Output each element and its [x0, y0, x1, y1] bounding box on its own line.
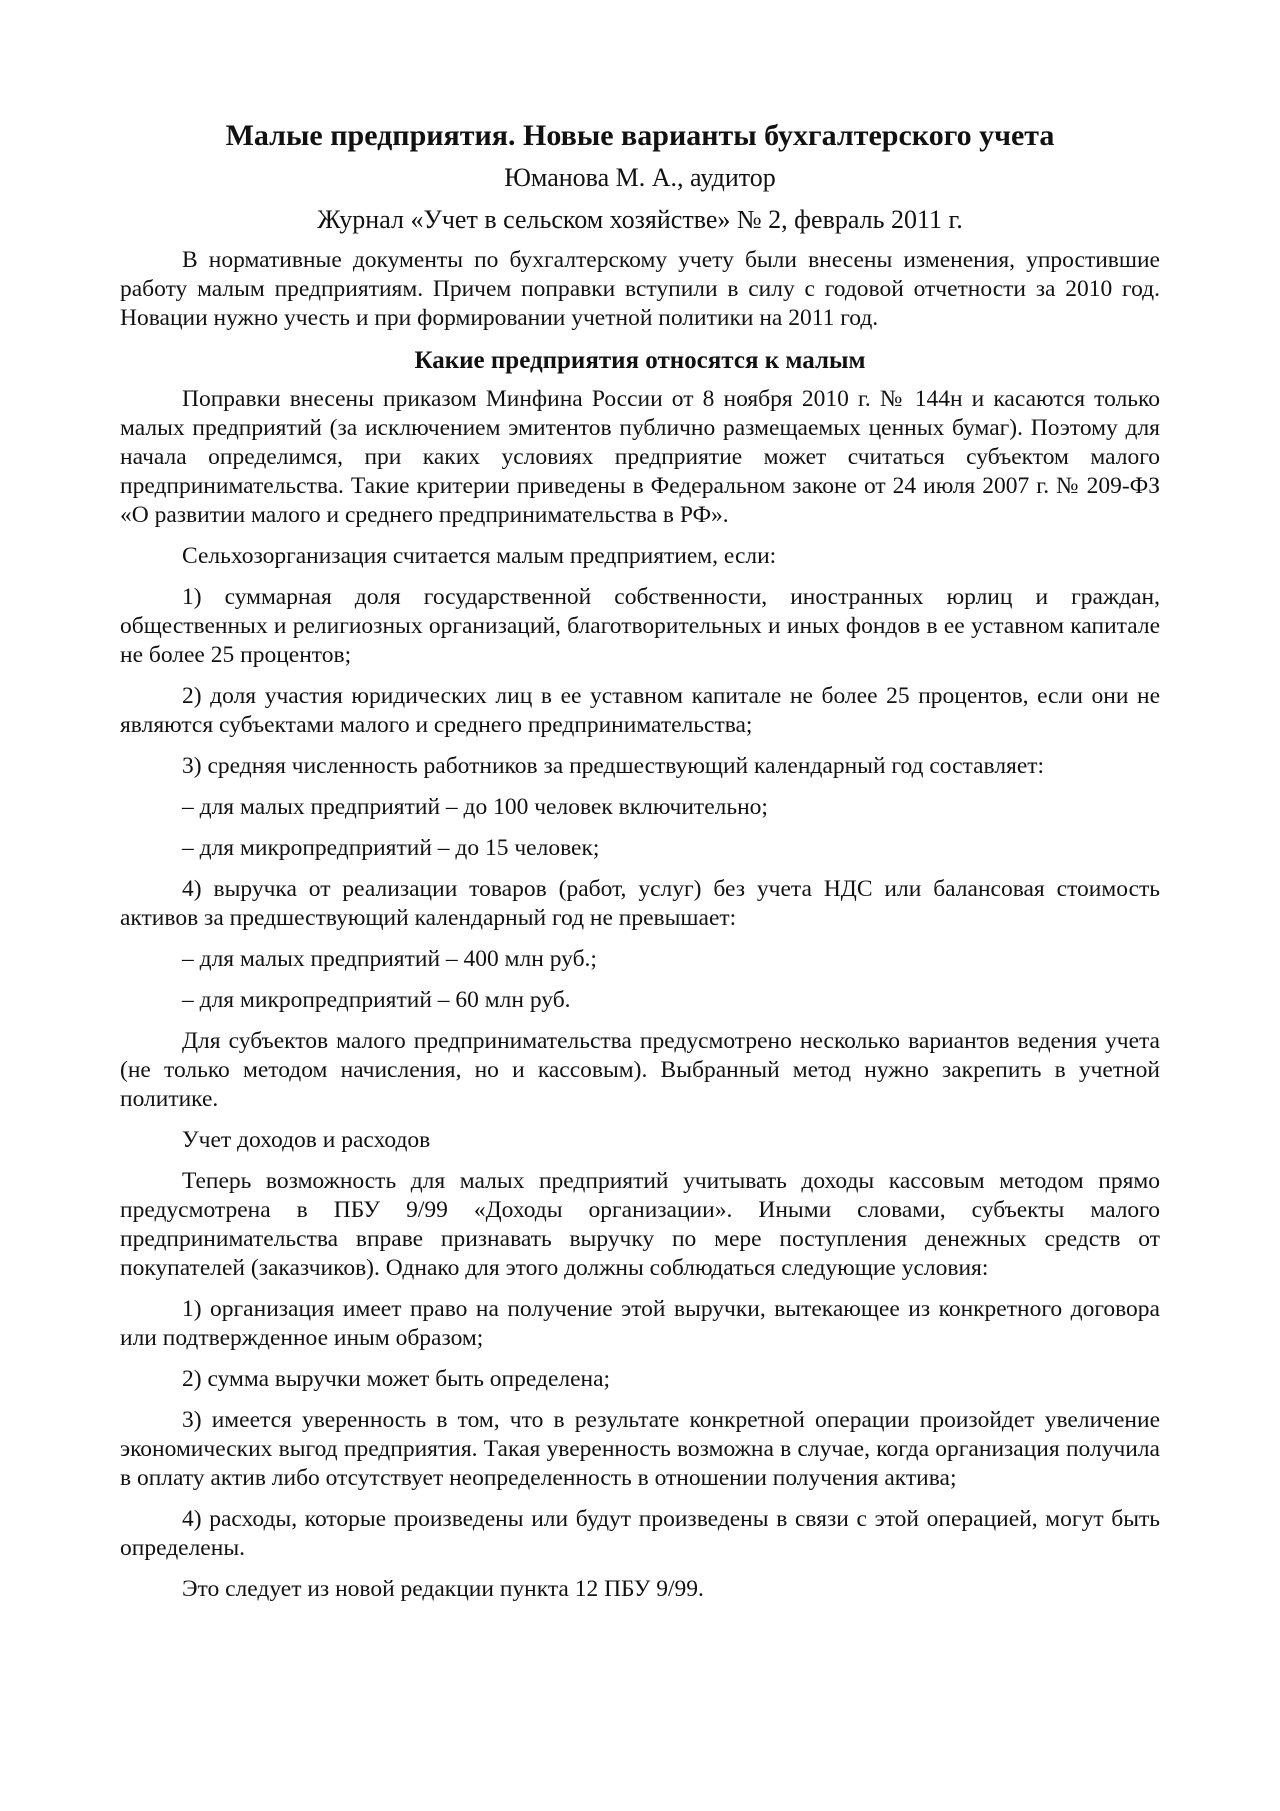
- paragraph: Теперь возможность для малых предприятий учитывать доходы кассовым методом прямо предусмотрена в ПБУ 9/99 «Доходы организации». Иными словами, субъекты малого предпринимательства вправе признавать выручку по мере поступления денежных средств от покупателей (заказчиков). Однако для этого должны соблюдаться следующие условия:: [120, 1168, 1160, 1281]
- list-item: 1) организация имеет право на получение этой выручки, вытекающее из конкретного договора или подтвержденное иным образом;: [120, 1296, 1160, 1351]
- list-item: 3) средняя численность работников за предшествующий календарный год составляет:: [182, 753, 1045, 779]
- paragraph: Это следует из новой редакции пункта 12 ПБУ 9/99.: [182, 1576, 704, 1602]
- subheading: Учет доходов и расходов: [182, 1127, 431, 1153]
- list-item: 4) выручка от реализации товаров (работ, услуг) без учета НДС или балансовая стоимость активов за предшествующий календарный год не превышает:: [120, 876, 1160, 931]
- list-subitem: – для малых предприятий – 400 млн руб.;: [182, 946, 597, 972]
- list-item: 2) доля участия юридических лиц в ее уставном капитале не более 25 процентов, если они не являются субъектами малого и среднего предпринимательства;: [120, 683, 1160, 738]
- paragraph: Поправки внесены приказом Минфина России от 8 ноября 2010 г. № 144н и касаются только малых предприятий (за исключением эмитентов публично размещаемых ценных бумаг). Поэтому для начала определимся, при каких условиях предприятие может считаться субъектом малого предпринимательства. Такие критерии приведены в Федеральном законе от 24 июля 2007 г. № 209-ФЗ «О развитии малого и среднего предпринимательства в РФ».: [120, 386, 1160, 528]
- list-subitem: – для микропредприятий – 60 млн руб.: [182, 987, 571, 1013]
- intro-paragraph: В нормативные документы по бухгалтерскому учету были внесены изменения, упростившие работу малым предприятиям. Причем поправки вступили в силу с годовой отчетности за 2010 год. Новации нужно учесть и при формировании учетной политики на 2011 год.: [120, 247, 1160, 331]
- list-item: 1) суммарная доля государственной собственности, иностранных юрлиц и граждан, общественных и религиозных организаций, благотворительных и иных фондов в ее уставном капитале не более 25 процентов;: [120, 584, 1160, 668]
- list-item: 3) имеется уверенность в том, что в результате конкретной операции произойдет увеличение экономических выгод предприятия. Такая уверенность возможна в случае, когда организация получила в оплату актив либо отсутствует неопределенность в отношении получения актива;: [120, 1407, 1160, 1491]
- list-item: 4) расходы, которые произведены или будут произведены в связи с этой операцией, могут быть определены.: [120, 1506, 1160, 1561]
- document-page: [120, 118, 1160, 1604]
- section-heading: Какие предприятия относятся к малым: [414, 347, 866, 374]
- paragraph: Сельхозорганизация считается малым предприятием, если:: [182, 543, 777, 569]
- document-title: Малые предприятия. Новые варианты бухгалтерского учета: [225, 119, 1055, 152]
- list-subitem: – для микропредприятий – до 15 человек;: [182, 835, 600, 861]
- source-line: Журнал «Учет в сельском хозяйстве» № 2, февраль 2011 г.: [317, 205, 963, 234]
- list-subitem: – для малых предприятий – до 100 человек включительно;: [182, 794, 768, 820]
- paragraph: Для субъектов малого предпринимательства предусмотрено несколько вариантов ведения учета (не только методом начисления, но и кассовым). Выбранный метод нужно закрепить в учетной политике.: [120, 1028, 1160, 1112]
- author-line: Юманова М. А., аудитор: [504, 163, 776, 192]
- list-item: 2) сумма выручки может быть определена;: [182, 1366, 611, 1392]
